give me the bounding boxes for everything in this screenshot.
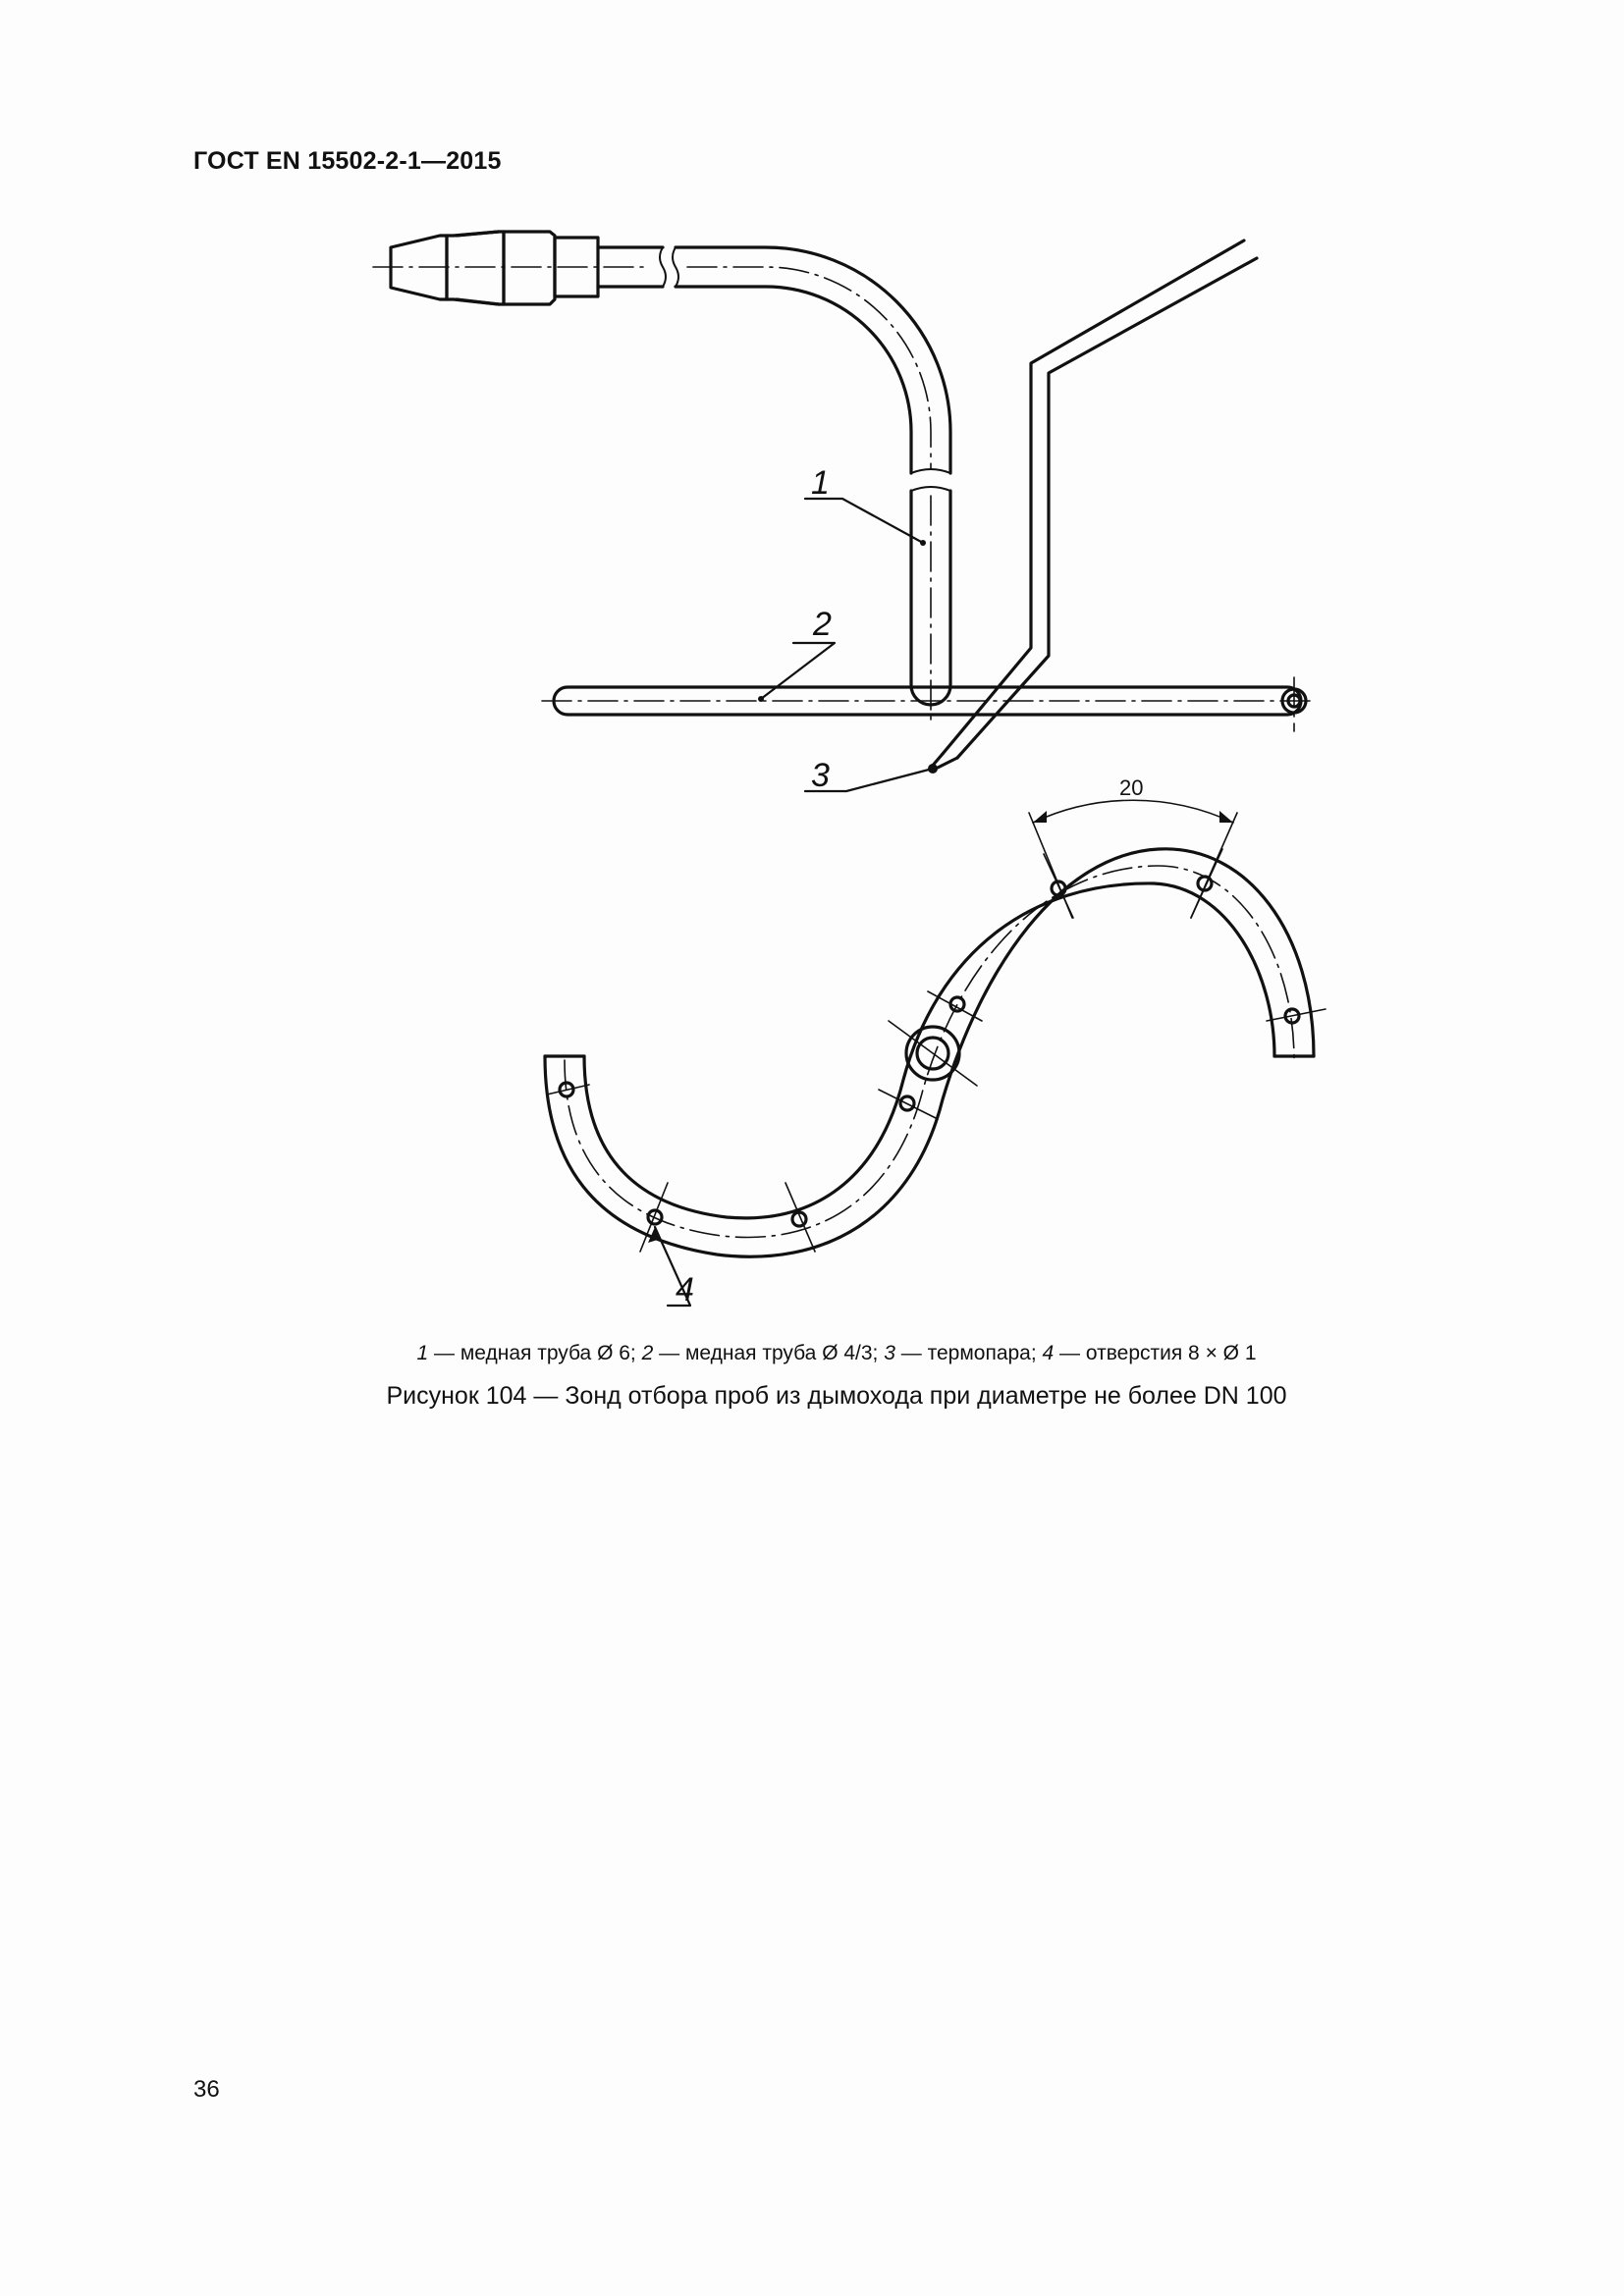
figure-legend <box>0 1342 1624 1365</box>
legend-text-4: — отверстия 8 × Ø 1 <box>1054 1342 1257 1364</box>
thermocouple-junction <box>928 764 938 774</box>
callout-1: 1 <box>811 464 830 502</box>
callout-2: 2 <box>813 606 832 643</box>
legend-num-2: 2 <box>641 1342 654 1364</box>
legend-num-1: 1 <box>416 1342 429 1364</box>
legend-num-4: 4 <box>1042 1342 1055 1364</box>
legend-num-3: 3 <box>884 1342 895 1364</box>
standard-header: ГОСТ EN 15502-2-1—2015 <box>193 147 502 175</box>
callout-3: 3 <box>811 757 830 794</box>
legend-text-2: — медная труба Ø 4/3; <box>653 1342 885 1364</box>
legend-text-1: — медная труба Ø 6; <box>428 1342 642 1364</box>
s-tube-plan-view <box>545 849 1314 1256</box>
leader-lines <box>655 499 929 1306</box>
callout-4: 4 <box>676 1271 694 1308</box>
figure-caption: Рисунок 104 — Зонд отбора проб из дымохода при диаметре не более DN 100 <box>386 1382 1287 1410</box>
hose-connector <box>391 232 678 304</box>
dimension-value: 20 <box>1119 775 1144 800</box>
tube-centerlines <box>373 267 931 726</box>
legend-text-3: — термопара; <box>894 1342 1043 1364</box>
connection-ring <box>889 1021 977 1086</box>
page-number: 36 <box>193 2076 220 2103</box>
